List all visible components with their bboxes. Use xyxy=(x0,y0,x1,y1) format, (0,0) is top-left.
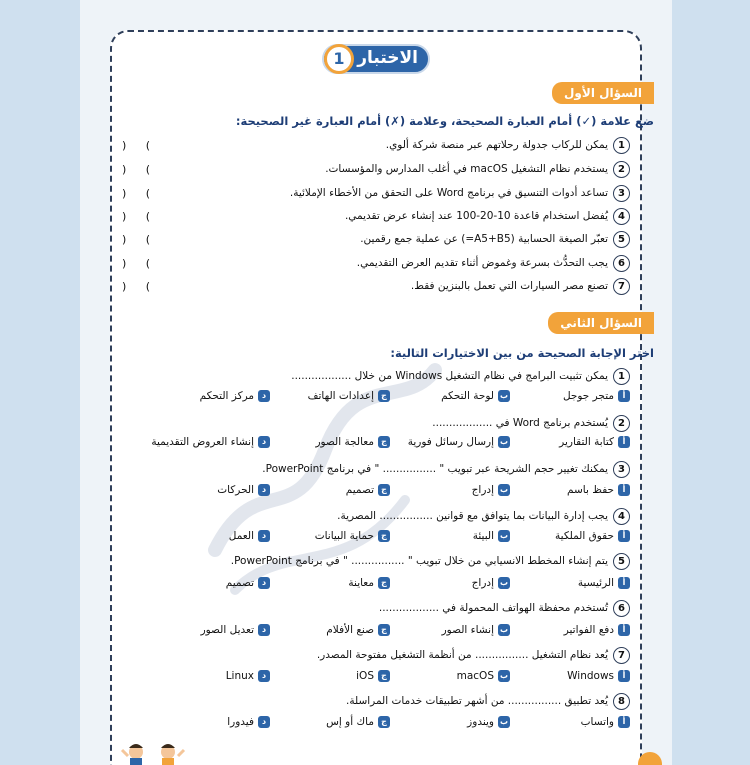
option-text: تعديل الصور xyxy=(200,624,254,636)
option-d[interactable] xyxy=(200,390,270,402)
option-letter: أ xyxy=(618,436,630,448)
option-letter: د xyxy=(258,484,270,496)
question-text: يتم إنشاء المخطط الانسيابي من خلال تبويب " ................ " في برنامج PowerPoint. xyxy=(230,555,608,567)
item-number: 2 xyxy=(613,161,630,178)
option-letter: أ xyxy=(618,577,630,589)
option-letter: ج xyxy=(378,390,390,402)
option-text: iOS xyxy=(356,670,374,682)
answer-parens xyxy=(122,254,150,272)
paren-open: ( xyxy=(145,186,150,200)
option-d[interactable] xyxy=(217,484,270,496)
tf-item xyxy=(357,254,630,272)
cartoon-students-icon xyxy=(118,742,190,765)
tf-item xyxy=(411,277,630,295)
question-number: 6 xyxy=(613,600,630,617)
option-text: إنشاء الصور xyxy=(441,624,494,636)
mcq-options xyxy=(160,484,630,502)
option-text: إرسال رسائل فورية xyxy=(407,436,494,448)
item-number: 3 xyxy=(613,185,630,202)
item-number: 6 xyxy=(613,255,630,272)
test-title-badge xyxy=(322,44,430,74)
option-letter: ب xyxy=(499,485,509,494)
question-text: يمكنك تغيير حجم الشريحة عبر تبويب " ................ " في برنامج PowerPoint. xyxy=(262,463,608,475)
option-letter: أ xyxy=(618,390,630,402)
mcq-options xyxy=(151,436,630,454)
item-number: 5 xyxy=(613,231,630,248)
item-text: يمكن للركاب جدولة رحلاتهم عبر منصة شركة ألوي. xyxy=(385,139,608,151)
tf-item xyxy=(325,160,630,178)
mcq-question xyxy=(337,507,630,525)
option-letter: ب xyxy=(499,437,509,446)
option-text: دفع الفواتير xyxy=(563,624,614,636)
option-text: Linux xyxy=(225,670,254,682)
option-letter: أ xyxy=(618,624,630,636)
option-b[interactable] xyxy=(442,624,510,636)
section1-instruction: ضع علامة (✓) أمام العبارة الصحيحة، وعلامة (✗) أمام العبارة غير الصحيحة: xyxy=(235,114,654,128)
question-number: 8 xyxy=(613,693,630,710)
option-b[interactable] xyxy=(408,436,510,448)
item-text: تصنع مصر السيارات التي تعمل بالبنزين فقط. xyxy=(410,280,608,292)
tf-item xyxy=(345,207,630,225)
paren-open: ( xyxy=(145,162,150,176)
item-text: تعبّر الصيغة الحسابية (A5+B5=) عن عملية جمع رقمين. xyxy=(360,233,608,245)
mcq-question xyxy=(432,414,630,432)
option-letter: ب xyxy=(499,671,509,680)
tf-item xyxy=(360,230,630,248)
option-d[interactable] xyxy=(226,577,270,589)
paren-open: ( xyxy=(145,209,150,223)
question-text: تُستخدم محفظة الهواتف المحمولة في .................. xyxy=(378,602,608,614)
option-a[interactable] xyxy=(581,716,630,728)
option-letter: ب xyxy=(499,391,509,400)
option-letter: ج xyxy=(378,530,390,542)
option-text: ويندوز xyxy=(467,716,494,728)
paren-close: ) xyxy=(122,279,127,293)
option-letter: د xyxy=(258,577,270,589)
option-letter: ج xyxy=(378,436,390,448)
paren-close: ) xyxy=(122,209,127,223)
option-c[interactable] xyxy=(308,390,390,402)
option-letter: ب xyxy=(499,625,509,634)
paren-close: ) xyxy=(122,232,127,246)
item-number: 4 xyxy=(613,208,630,225)
option-c[interactable] xyxy=(356,670,390,682)
option-c[interactable] xyxy=(326,624,390,636)
option-letter: د xyxy=(258,624,270,636)
answer-parens xyxy=(122,230,150,248)
option-letter: ب xyxy=(499,531,509,540)
option-text: تصميم xyxy=(225,577,254,589)
question-text: يُستخدم برنامج Word في .................. xyxy=(432,417,608,429)
option-letter: أ xyxy=(618,530,630,542)
option-letter: ج xyxy=(378,670,390,682)
option-text: واتساب xyxy=(580,716,614,728)
option-letter: ب xyxy=(499,717,509,726)
option-letter: أ xyxy=(618,670,630,682)
option-text: الحركات xyxy=(217,484,254,496)
option-letter: ج xyxy=(378,577,390,589)
paren-open: ( xyxy=(145,256,150,270)
option-c[interactable] xyxy=(326,716,390,728)
option-text: حفظ باسم xyxy=(566,484,614,496)
option-text: معاينة xyxy=(348,577,374,589)
tf-item xyxy=(386,136,630,154)
item-number: 1 xyxy=(613,137,630,154)
option-text: Windows xyxy=(567,670,614,682)
option-b[interactable] xyxy=(473,530,510,542)
option-a[interactable] xyxy=(564,624,630,636)
mcq-options xyxy=(160,670,630,688)
option-letter: د xyxy=(258,670,270,682)
mcq-options xyxy=(160,530,630,548)
option-b[interactable] xyxy=(441,390,510,402)
mcq-question xyxy=(317,646,630,664)
option-a[interactable] xyxy=(578,577,630,589)
option-d[interactable] xyxy=(201,624,270,636)
answer-parens xyxy=(122,184,150,202)
option-text: لوحة التحكم xyxy=(441,390,494,402)
answer-parens xyxy=(122,207,150,225)
section2-instruction: اختر الإجابة الصحيحة من بين الاختيارات التالية: xyxy=(390,346,654,360)
mcq-question xyxy=(346,692,630,710)
item-text: يستخدم نظام التشغيل macOS في أغلب المدارس والمؤسسات. xyxy=(325,163,608,175)
mcq-question xyxy=(379,599,630,617)
option-letter: أ xyxy=(618,716,630,728)
question-number: 2 xyxy=(613,415,630,432)
paren-open: ( xyxy=(145,279,150,293)
option-letter: أ xyxy=(618,484,630,496)
question-text: يُعد تطبيق ................ من أشهر تطبيقات خدمات المراسلة. xyxy=(346,695,608,707)
option-letter: د xyxy=(258,716,270,728)
paren-close: ) xyxy=(122,256,127,270)
option-letter: د xyxy=(258,436,270,448)
option-c[interactable] xyxy=(346,484,390,496)
option-letter: د xyxy=(258,530,270,542)
item-text: يجب التحدُّث بسرعة وغموض أثناء تقديم العرض التقديمي. xyxy=(356,257,608,269)
mcq-options xyxy=(160,577,630,595)
option-text: متجر جوجل xyxy=(562,390,614,402)
item-text: تساعد أدوات التنسيق في برنامج Word على التحقق من الأخطاء الإملائية. xyxy=(289,187,608,199)
option-d[interactable] xyxy=(229,530,270,542)
option-a[interactable] xyxy=(567,484,630,496)
mcq-options xyxy=(160,624,630,642)
item-text: يُفضل استخدام قاعدة 10-20-100 عند إنشاء عرض تقديمي. xyxy=(344,210,608,222)
option-letter: ج xyxy=(378,716,390,728)
option-b[interactable] xyxy=(472,577,510,589)
answer-parens xyxy=(122,160,150,178)
option-text: إنشاء العروض التقديمية xyxy=(151,436,254,448)
paren-open: ( xyxy=(145,138,150,152)
option-b[interactable] xyxy=(467,716,510,728)
mcq-question xyxy=(231,552,630,570)
option-text: حقوق الملكية xyxy=(555,530,614,542)
option-text: معالجة الصور xyxy=(315,436,374,448)
option-text: صنع الأفلام xyxy=(326,624,374,636)
mcq-question xyxy=(291,367,630,385)
section2-tab: السؤال الثاني xyxy=(548,312,654,334)
paren-close: ) xyxy=(122,138,127,152)
option-b[interactable] xyxy=(472,484,510,496)
option-text: macOS xyxy=(456,670,494,682)
paren-open: ( xyxy=(145,232,150,246)
option-a[interactable] xyxy=(567,670,630,682)
option-a[interactable] xyxy=(555,530,630,542)
question-number: 3 xyxy=(613,461,630,478)
option-letter: ج xyxy=(378,484,390,496)
paren-close: ) xyxy=(122,162,127,176)
option-a[interactable] xyxy=(563,390,630,402)
mcq-options xyxy=(160,716,630,734)
question-text: يُعد نظام التشغيل ................ من أنظمة التشغيل مفتوحة المصدر. xyxy=(316,649,608,661)
question-number: 4 xyxy=(613,508,630,525)
paren-close: ) xyxy=(122,186,127,200)
test-title: الاختبار xyxy=(357,48,418,68)
option-letter: ب xyxy=(499,578,509,587)
option-letter: د xyxy=(258,390,270,402)
option-d[interactable] xyxy=(226,670,270,682)
option-letter: ج xyxy=(378,624,390,636)
tf-item xyxy=(290,184,630,202)
option-text: مركز التحكم xyxy=(199,390,254,402)
answer-parens xyxy=(122,136,150,154)
option-text: كتابة التقارير xyxy=(559,436,614,448)
option-a[interactable] xyxy=(559,436,630,448)
option-text: البيئة xyxy=(472,530,494,542)
question-number: 5 xyxy=(613,553,630,570)
mcq-options xyxy=(160,390,630,408)
question-text: يمكن تثبيت البرامج في نظام التشغيل Windows من خلال .................. xyxy=(291,370,608,382)
option-text: تصميم xyxy=(345,484,374,496)
option-c[interactable] xyxy=(315,530,390,542)
test-number: 1 xyxy=(324,44,354,74)
option-text: فيدورا xyxy=(227,716,254,728)
section1-tab: السؤال الأول xyxy=(552,82,654,104)
option-c[interactable] xyxy=(348,577,390,589)
mcq-question xyxy=(262,460,630,478)
option-text: إدراج xyxy=(471,484,494,496)
item-number: 7 xyxy=(613,278,630,295)
option-c[interactable] xyxy=(315,436,390,448)
option-text: إعدادات الهاتف xyxy=(307,390,374,402)
option-text: حماية البيانات xyxy=(314,530,374,542)
question-text: يجب إدارة البيانات بما يتوافق مع قوانين ................ المصرية. xyxy=(337,510,608,522)
option-b[interactable] xyxy=(457,670,510,682)
option-text: العمل xyxy=(228,530,254,542)
option-d[interactable] xyxy=(227,716,270,728)
option-d[interactable] xyxy=(151,436,270,448)
answer-parens xyxy=(122,277,150,295)
option-text: الرئيسية xyxy=(577,577,614,589)
option-text: ماك أو إس xyxy=(326,716,374,728)
question-number: 1 xyxy=(613,368,630,385)
question-number: 7 xyxy=(613,647,630,664)
option-text: إدراج xyxy=(471,577,494,589)
